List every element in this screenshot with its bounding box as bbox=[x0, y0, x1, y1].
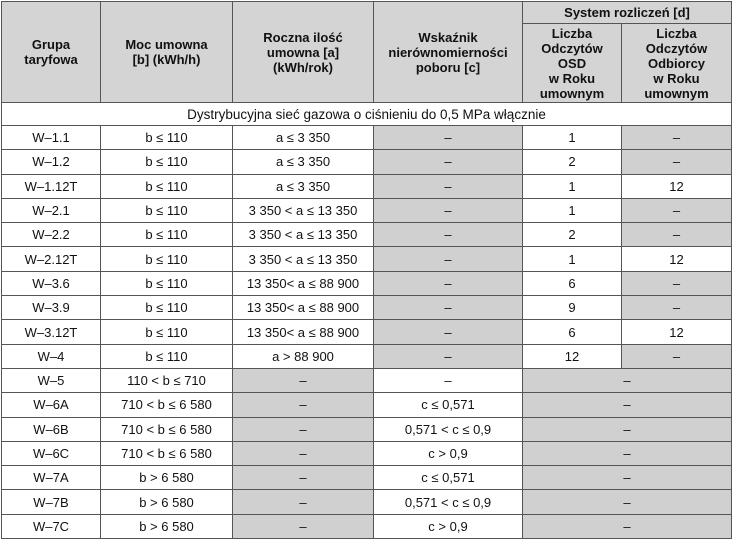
cell-ratio: – bbox=[374, 320, 523, 344]
cell-recipient: – bbox=[622, 150, 732, 174]
cell-system: – bbox=[523, 441, 732, 465]
cell-osd: 12 bbox=[523, 344, 622, 368]
cell-power: b > 6 580 bbox=[101, 466, 233, 490]
cell-system: – bbox=[523, 368, 732, 392]
cell-group: W–3.9 bbox=[2, 296, 101, 320]
table-row bbox=[2, 126, 732, 150]
cell-group: W–2.2 bbox=[2, 223, 101, 247]
cell-annual: – bbox=[233, 417, 374, 441]
table-row bbox=[2, 466, 732, 490]
cell-group: W–3.6 bbox=[2, 271, 101, 295]
cell-osd: 9 bbox=[523, 296, 622, 320]
header-power: Moc umowna [b] (kWh/h) bbox=[101, 2, 233, 103]
cell-recipient: – bbox=[622, 126, 732, 150]
header-ratio: Wskaźnik nierównomierności poboru [c] bbox=[374, 2, 523, 103]
cell-ratio: – bbox=[374, 223, 523, 247]
cell-osd: 1 bbox=[523, 198, 622, 222]
cell-annual: – bbox=[233, 490, 374, 514]
header-recipient-readings: Liczba Odczytów Odbiorcy w Roku umownym bbox=[622, 24, 732, 103]
cell-group: W–1.1 bbox=[2, 126, 101, 150]
cell-group: W–1.12T bbox=[2, 174, 101, 198]
cell-system: – bbox=[523, 466, 732, 490]
cell-ratio: – bbox=[374, 198, 523, 222]
cell-osd: 1 bbox=[523, 174, 622, 198]
cell-group: W–2.1 bbox=[2, 198, 101, 222]
cell-system: – bbox=[523, 417, 732, 441]
table-row bbox=[2, 368, 732, 392]
cell-annual: – bbox=[233, 466, 374, 490]
cell-ratio: – bbox=[374, 344, 523, 368]
cell-group: W–7A bbox=[2, 466, 101, 490]
cell-ratio: – bbox=[374, 174, 523, 198]
cell-power: 110 < b ≤ 710 bbox=[101, 368, 233, 392]
table-row bbox=[2, 441, 732, 465]
table-row bbox=[2, 393, 732, 417]
cell-ratio: – bbox=[374, 296, 523, 320]
cell-power: 710 < b ≤ 6 580 bbox=[101, 393, 233, 417]
cell-system: – bbox=[523, 490, 732, 514]
table-row bbox=[2, 198, 732, 222]
table-row bbox=[2, 223, 732, 247]
cell-annual: a ≤ 3 350 bbox=[233, 174, 374, 198]
cell-group: W–7B bbox=[2, 490, 101, 514]
cell-annual: – bbox=[233, 368, 374, 392]
header-system: System rozliczeń [d] bbox=[523, 2, 732, 24]
cell-ratio: – bbox=[374, 271, 523, 295]
cell-osd: 2 bbox=[523, 223, 622, 247]
cell-power: b ≤ 110 bbox=[101, 223, 233, 247]
table-row bbox=[2, 320, 732, 344]
cell-system: – bbox=[523, 393, 732, 417]
cell-group: W–4 bbox=[2, 344, 101, 368]
cell-power: b > 6 580 bbox=[101, 514, 233, 538]
table-row bbox=[2, 174, 732, 198]
cell-annual: 13 350< a ≤ 88 900 bbox=[233, 320, 374, 344]
cell-group: W–6B bbox=[2, 417, 101, 441]
cell-group: W–3.12T bbox=[2, 320, 101, 344]
cell-annual: 3 350 < a ≤ 13 350 bbox=[233, 247, 374, 271]
cell-annual: – bbox=[233, 441, 374, 465]
cell-recipient: 12 bbox=[622, 174, 732, 198]
cell-recipient: – bbox=[622, 296, 732, 320]
cell-group: W–6A bbox=[2, 393, 101, 417]
cell-power: b ≤ 110 bbox=[101, 247, 233, 271]
table-row bbox=[2, 296, 732, 320]
cell-power: b ≤ 110 bbox=[101, 296, 233, 320]
cell-ratio: – bbox=[374, 247, 523, 271]
cell-recipient: 12 bbox=[622, 247, 732, 271]
header-osd-readings: Liczba Odczytów OSD w Roku umownym bbox=[523, 24, 622, 103]
cell-recipient: – bbox=[622, 271, 732, 295]
cell-power: b ≤ 110 bbox=[101, 126, 233, 150]
cell-osd: 2 bbox=[523, 150, 622, 174]
cell-recipient: – bbox=[622, 198, 732, 222]
cell-ratio: c ≤ 0,571 bbox=[374, 466, 523, 490]
cell-recipient: – bbox=[622, 344, 732, 368]
cell-annual: 3 350 < a ≤ 13 350 bbox=[233, 223, 374, 247]
cell-group: W–2.12T bbox=[2, 247, 101, 271]
cell-ratio: – bbox=[374, 368, 523, 392]
cell-recipient: 12 bbox=[622, 320, 732, 344]
cell-annual: 13 350< a ≤ 88 900 bbox=[233, 271, 374, 295]
cell-power: b ≤ 110 bbox=[101, 150, 233, 174]
table-row bbox=[2, 344, 732, 368]
cell-annual: a ≤ 3 350 bbox=[233, 150, 374, 174]
cell-osd: 6 bbox=[523, 320, 622, 344]
cell-ratio: c > 0,9 bbox=[374, 514, 523, 538]
cell-ratio: 0,571 < c ≤ 0,9 bbox=[374, 417, 523, 441]
cell-power: b ≤ 110 bbox=[101, 198, 233, 222]
cell-annual: – bbox=[233, 393, 374, 417]
cell-annual: 3 350 < a ≤ 13 350 bbox=[233, 198, 374, 222]
cell-group: W–6C bbox=[2, 441, 101, 465]
cell-osd: 1 bbox=[523, 247, 622, 271]
table-row bbox=[2, 247, 732, 271]
cell-annual: 13 350< a ≤ 88 900 bbox=[233, 296, 374, 320]
cell-power: b ≤ 110 bbox=[101, 344, 233, 368]
cell-annual: a ≤ 3 350 bbox=[233, 126, 374, 150]
cell-power: b ≤ 110 bbox=[101, 174, 233, 198]
table-row bbox=[2, 417, 732, 441]
cell-ratio: c ≤ 0,571 bbox=[374, 393, 523, 417]
cell-group: W–1.2 bbox=[2, 150, 101, 174]
cell-annual: a > 88 900 bbox=[233, 344, 374, 368]
header-annual: Roczna ilość umowna [a] (kWh/rok) bbox=[233, 2, 374, 103]
table-row bbox=[2, 150, 732, 174]
cell-ratio: 0,571 < c ≤ 0,9 bbox=[374, 490, 523, 514]
cell-osd: 1 bbox=[523, 126, 622, 150]
cell-recipient: – bbox=[622, 223, 732, 247]
cell-annual: – bbox=[233, 514, 374, 538]
cell-group: W–7C bbox=[2, 514, 101, 538]
cell-power: b ≤ 110 bbox=[101, 320, 233, 344]
cell-osd: 6 bbox=[523, 271, 622, 295]
cell-system: – bbox=[523, 514, 732, 538]
table-row bbox=[2, 514, 732, 538]
cell-power: 710 < b ≤ 6 580 bbox=[101, 441, 233, 465]
cell-ratio: c > 0,9 bbox=[374, 441, 523, 465]
cell-ratio: – bbox=[374, 126, 523, 150]
cell-ratio: – bbox=[374, 150, 523, 174]
tariff-table bbox=[1, 1, 732, 539]
header-group: Grupa taryfowa bbox=[2, 2, 101, 103]
cell-group: W–5 bbox=[2, 368, 101, 392]
cell-power: b ≤ 110 bbox=[101, 271, 233, 295]
table-row bbox=[2, 271, 732, 295]
section-title: Dystrybucyjna sieć gazowa o ciśnieniu do 0,5 MPa włącznie bbox=[2, 103, 732, 126]
cell-power: b > 6 580 bbox=[101, 490, 233, 514]
cell-power: 710 < b ≤ 6 580 bbox=[101, 417, 233, 441]
table-row bbox=[2, 490, 732, 514]
